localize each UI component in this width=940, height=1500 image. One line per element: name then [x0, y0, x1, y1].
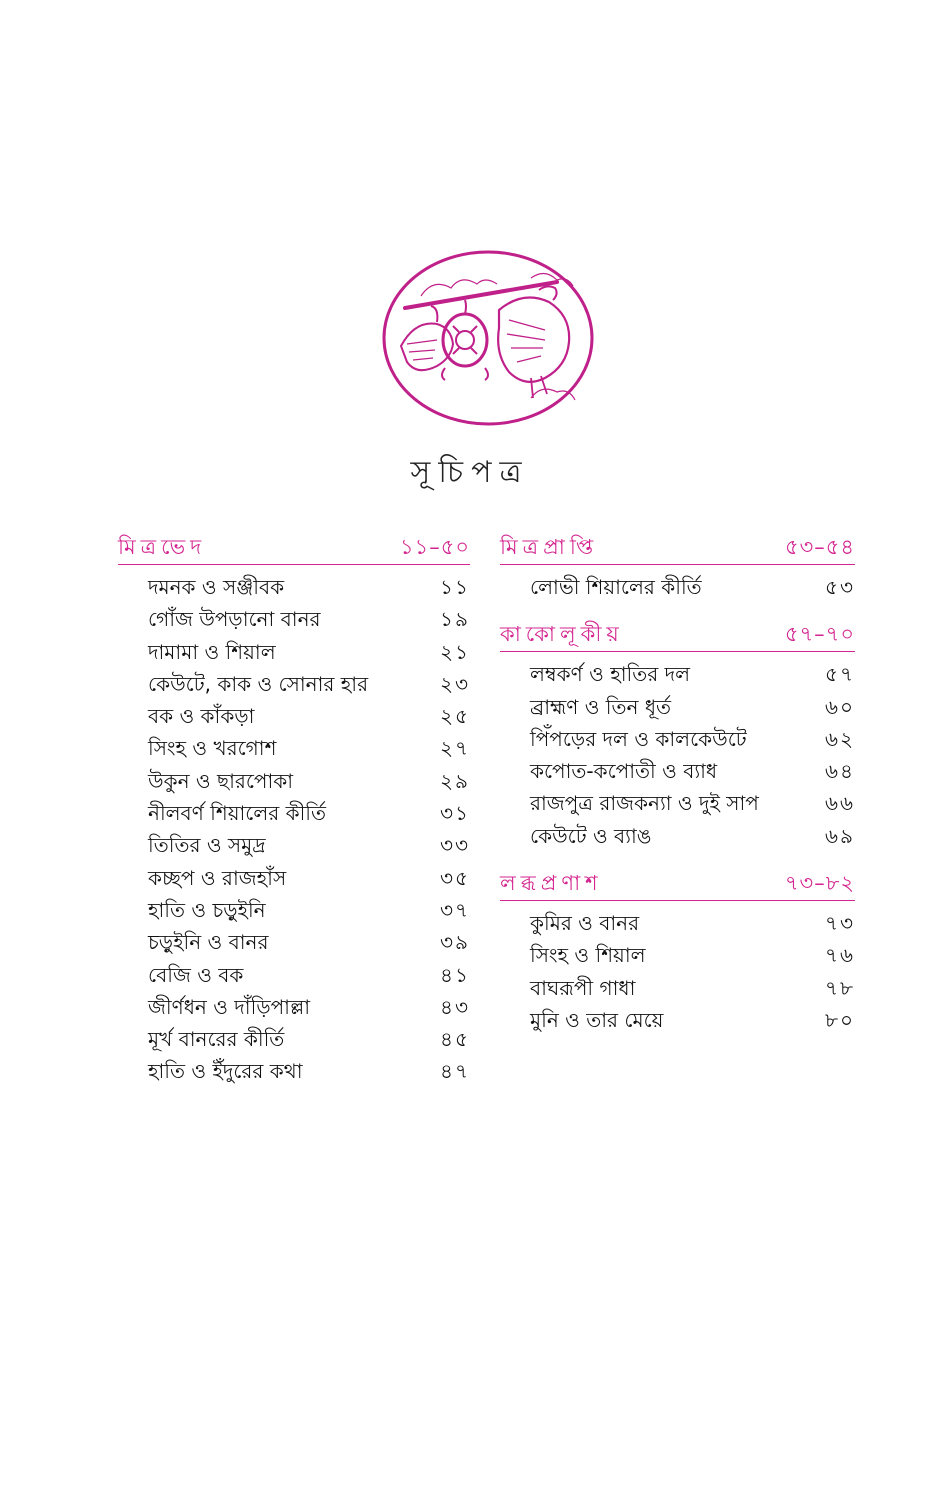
toc-column-left [118, 530, 470, 1102]
toc-entry[interactable] [500, 907, 855, 939]
entry-title: মূর্খ বানরের কীর্তি [148, 1027, 285, 1052]
entry-page: ৫৭ [825, 662, 855, 687]
section-title: কাকোলূকীয় [500, 622, 624, 647]
toc-entry[interactable] [118, 765, 470, 797]
toc-entry[interactable] [500, 1004, 855, 1036]
entry-title: লম্বকর্ণ ও হাতির দল [530, 662, 691, 687]
entry-title: রাজপুত্র রাজকন্যা ও দুই সাপ [530, 791, 759, 816]
toc-entry[interactable] [118, 959, 470, 991]
entry-page: ১৯ [440, 607, 470, 632]
entry-title: বাঘরূপী গাধা [530, 975, 636, 1000]
section-heading-row [118, 530, 470, 565]
entry-title: সিংহ ও শিয়াল [530, 943, 646, 968]
entry-title: গোঁজ উপড়ানো বানর [148, 607, 321, 632]
entry-title: হাতি ও ইঁদুরের কথা [148, 1059, 303, 1084]
section-heading-row [500, 530, 855, 565]
toc-section [500, 866, 855, 1036]
entry-page: ৪৭ [440, 1059, 470, 1084]
entry-title: লোভী শিয়ালের কীর্তি [530, 575, 702, 599]
toc-entry[interactable] [118, 1023, 470, 1055]
entry-title: হাতি ও চড়ুইনি [148, 897, 266, 922]
entry-page: ৩৭ [439, 897, 470, 922]
entry-page: ৪১ [440, 962, 470, 987]
entry-title: দামামা ও শিয়াল [148, 639, 276, 664]
toc-entry[interactable] [118, 894, 470, 926]
entry-title: ব্রাহ্মণ ও তিন ধূর্ত [530, 694, 672, 719]
entry-page: ৬৬ [824, 791, 855, 816]
entry-title: মুনি ও তার মেয়ে [530, 1007, 664, 1032]
entry-page: ৩৫ [440, 865, 470, 890]
toc-entry[interactable] [500, 571, 855, 603]
toc-entry[interactable] [500, 723, 855, 755]
toc-entry[interactable] [118, 829, 470, 861]
toc-entry[interactable] [500, 972, 855, 1004]
toc-entry[interactable] [118, 732, 470, 764]
toc-section [118, 530, 470, 1088]
entry-page: ৭৬ [824, 943, 855, 968]
entry-title: কেউটে, কাক ও সোনার হার [148, 671, 369, 696]
toc-section [500, 617, 855, 852]
page-title: সূচিপত্র [410, 455, 530, 490]
section-heading-row [500, 617, 855, 652]
toc-section [500, 530, 855, 603]
entry-page: ১১ [440, 575, 470, 599]
entry-title: সিংহ ও খরগোশ [148, 736, 277, 761]
toc-entry[interactable] [118, 636, 470, 668]
toc-entry[interactable] [500, 787, 855, 819]
section-page-range: ১১–৫০ [399, 535, 470, 559]
entry-page: ২৭ [439, 736, 470, 761]
entry-page: ২৯ [440, 768, 470, 793]
section-page-range: ৫৭–৭০ [784, 622, 855, 647]
section-heading-row [500, 866, 855, 901]
entry-title: কপোত-কপোতী ও ব্যাধ [530, 759, 718, 784]
entry-page: ৩৯ [440, 930, 470, 955]
entry-title: নীলবর্ণ শিয়ালের কীর্তি [148, 801, 327, 826]
entry-title: দমনক ও সঞ্জীবক [148, 575, 285, 599]
entry-title: কচ্ছপ ও রাজহাঁস [148, 865, 287, 890]
entry-page: ৫৩ [825, 575, 855, 599]
toc-entry[interactable] [118, 668, 470, 700]
entry-page: ৪৫ [440, 1027, 470, 1052]
entry-title: পিঁপড়ের দল ও কালকেউটে [530, 726, 747, 751]
entry-title: উকুন ও ছারপোকা [148, 768, 294, 793]
section-title: মিত্রপ্রাপ্তি [500, 535, 599, 559]
entry-page: ৬০ [824, 694, 855, 719]
entry-page: ২১ [440, 639, 470, 664]
section-title: লব্ধপ্রণাশ [500, 871, 603, 896]
entry-page: ৩৩ [439, 833, 470, 858]
entry-page: ৬৪ [825, 759, 855, 784]
entry-page: ৬৯ [825, 823, 855, 848]
section-page-range: ৭৩–৮২ [784, 871, 855, 896]
entry-page: ৭৩ [824, 911, 855, 936]
entry-title: বেজি ও বক [148, 962, 244, 987]
entry-page: ৩১ [440, 801, 470, 826]
entry-page: ৪৩ [440, 994, 470, 1019]
toc-entry[interactable] [500, 658, 855, 690]
toc-entry[interactable] [500, 820, 855, 852]
section-page-range: ৫৩–৫৪ [784, 535, 855, 559]
toc-entry[interactable] [118, 571, 470, 603]
entry-page: ৮০ [825, 1007, 855, 1032]
toc-entry[interactable] [118, 991, 470, 1023]
entry-page: ২৩ [439, 671, 470, 696]
entry-title: জীর্ণধন ও দাঁড়িপাল্লা [148, 994, 311, 1019]
toc-entry[interactable] [118, 1055, 470, 1087]
toc-entry[interactable] [118, 700, 470, 732]
entry-page: ২৫ [440, 704, 470, 729]
entry-title: কেউটে ও ব্যাঙ [530, 823, 652, 848]
toc-entry[interactable] [500, 755, 855, 787]
toc-entry[interactable] [118, 926, 470, 958]
entry-title: চড়ুইনি ও বানর [148, 930, 269, 955]
toc-entry[interactable] [118, 603, 470, 635]
entry-page: ৭৮ [825, 975, 855, 1000]
section-title: মিত্রভেদ [118, 535, 207, 559]
entry-title: বক ও কাঁকড়া [148, 704, 255, 729]
toc-entry[interactable] [500, 691, 855, 723]
toc-column-right [500, 530, 855, 1050]
entry-title: তিতির ও সমুদ্র [148, 833, 266, 858]
entry-page: ৬২ [824, 726, 855, 751]
entry-title: কুমির ও বানর [530, 911, 640, 936]
toc-entry[interactable] [500, 939, 855, 971]
toc-entry[interactable] [118, 797, 470, 829]
toc-entry[interactable] [118, 862, 470, 894]
turtle-and-two-geese-illustration [381, 248, 595, 428]
